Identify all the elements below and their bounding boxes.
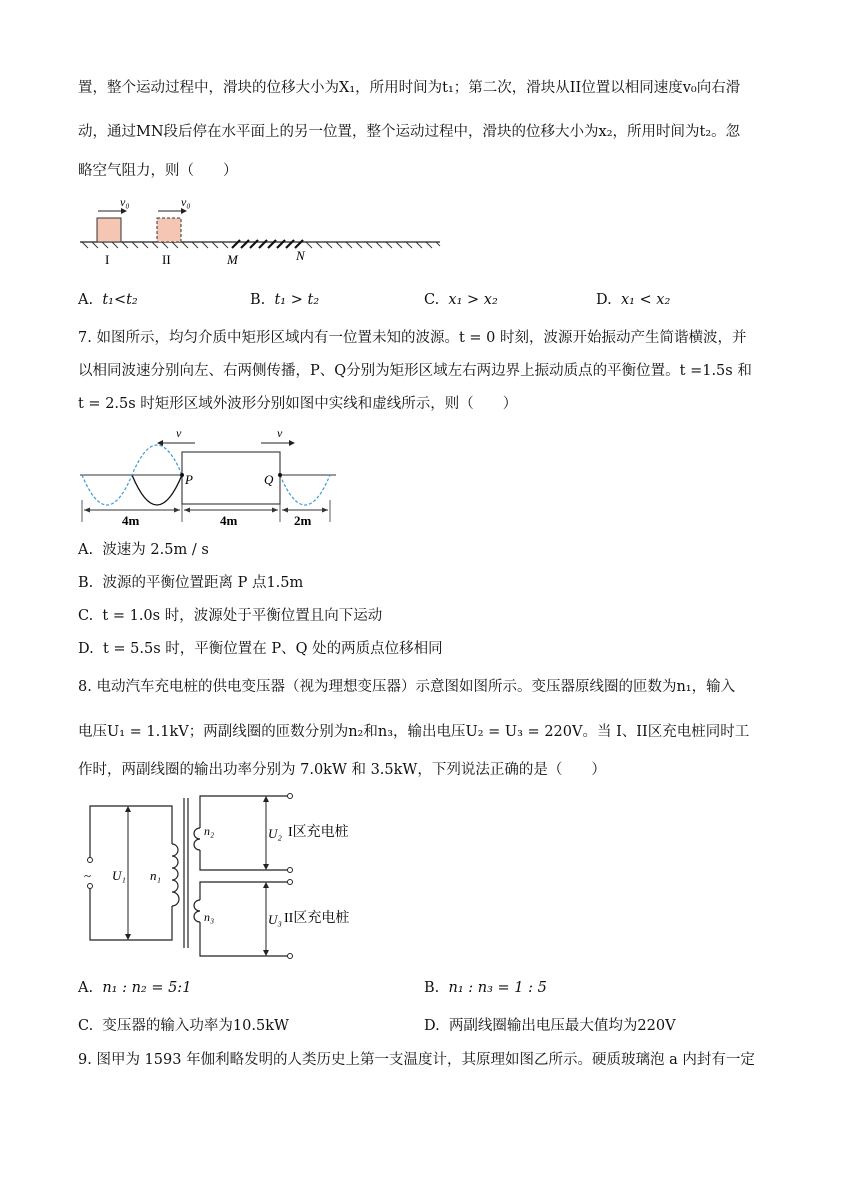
label-II: II: [162, 252, 171, 267]
q6-line-2: 动，通过MN段后停在水平面上的另一位置，整个运动过程中，滑块的位移大小为x₂，所用时间为t₂。忽: [78, 124, 741, 140]
q8-option-a[interactable]: A. n₁ : n₂ = 5:1: [78, 980, 192, 996]
q7-option-d[interactable]: D. t = 5.5s 时，平衡位置在 P、Q 处的两质点位移相同: [78, 641, 443, 657]
q6-option-c[interactable]: C. x₁ > x₂: [424, 292, 498, 308]
label-Q: Q: [264, 472, 274, 487]
q6-figure: [78, 192, 448, 270]
q8-option-d[interactable]: D. 两副线圈输出电压最大值均为220V: [424, 1018, 676, 1034]
label-P: P: [185, 472, 193, 487]
block-II: [157, 218, 181, 242]
label-U3: U₃: [268, 912, 282, 927]
q6-option-d[interactable]: D. x₁ < x₂: [596, 292, 671, 308]
label-zone-2: II区充电桩: [284, 911, 350, 926]
dim-left: 4m: [122, 513, 140, 528]
q6-line-3: 略空气阻力，则（ ）: [78, 163, 238, 179]
q7-line-1: 7. 如图所示，均匀介质中矩形区域内有一位置未知的波源。t = 0 时刻，波源开始振动产生简谐横波，并: [78, 330, 747, 346]
v0-label-b: v₀: [181, 195, 191, 209]
v0-label-a: v₀: [120, 195, 130, 209]
q7-option-a[interactable]: A. 波速为 2.5m / s: [78, 542, 209, 558]
q8-option-b[interactable]: B. n₁ : n₃ = 1 : 5: [424, 980, 547, 996]
q6-option-a[interactable]: A. t₁<t₂: [78, 292, 138, 308]
dim-mid: 4m: [220, 513, 238, 528]
label-I: I: [105, 252, 110, 267]
label-n3: n₃: [204, 910, 215, 924]
q8-line-3: 作时，两副线圈的输出功率分别为 7.0kW 和 3.5kW，下列说法正确的是（ ）: [78, 762, 606, 778]
label-U2: U₂: [268, 826, 282, 841]
q8-line-2: 电压U₁ = 1.1kV；两副线圈的匝数分别为n₂和n₃，输出电压U₂ = U₃ = 220V。当 I、II区充电桩同时工: [78, 724, 750, 740]
label-zone-1: I区充电桩: [288, 825, 349, 840]
tilde-symbol: ~: [84, 868, 92, 883]
v-label-left: v: [176, 426, 182, 440]
q7-figure: [78, 422, 348, 530]
label-n1: n₁: [150, 868, 162, 883]
label-n2: n₂: [204, 824, 215, 838]
q7-option-b[interactable]: B. 波源的平衡位置距离 P 点1.5m: [78, 575, 304, 591]
label-M: M: [227, 252, 238, 267]
q8-line-1: 8. 电动汽车充电桩的供电变压器（视为理想变压器）示意图如图所示。变压器原线圈的匝数为n₁，输入: [78, 679, 736, 695]
q9-line-1: 9. 图甲为 1593 年伽利略发明的人类历史上第一支温度计，其原理如图乙所示。硬质玻璃泡 a 内封有一定: [78, 1052, 755, 1068]
block-I: [97, 218, 121, 242]
q8-figure: [78, 788, 378, 968]
q6-line-1: 置，整个运动过程中，滑块的位移大小为X₁，所用时间为t₁；第二次，滑块从II位置以相同速度v₀向右滑: [78, 80, 741, 96]
dim-right: 2m: [294, 513, 312, 528]
label-U1: U₁: [112, 868, 126, 883]
q6-option-b[interactable]: B. t₁ > t₂: [250, 292, 320, 308]
q7-line-2: 以相同波速分别向左、右两侧传播，P、Q分别为矩形区域左右两边界上振动质点的平衡位置。t =1.5s 和: [78, 363, 752, 379]
v-label-right: v: [277, 426, 283, 440]
label-N: N: [296, 248, 305, 263]
q7-line-3: t = 2.5s 时矩形区域外波形分别如图中实线和虚线所示，则（ ）: [78, 396, 518, 412]
q7-option-c[interactable]: C. t = 1.0s 时，波源处于平衡位置且向下运动: [78, 608, 383, 624]
q8-option-c[interactable]: C. 变压器的输入功率为10.5kW: [78, 1018, 289, 1034]
